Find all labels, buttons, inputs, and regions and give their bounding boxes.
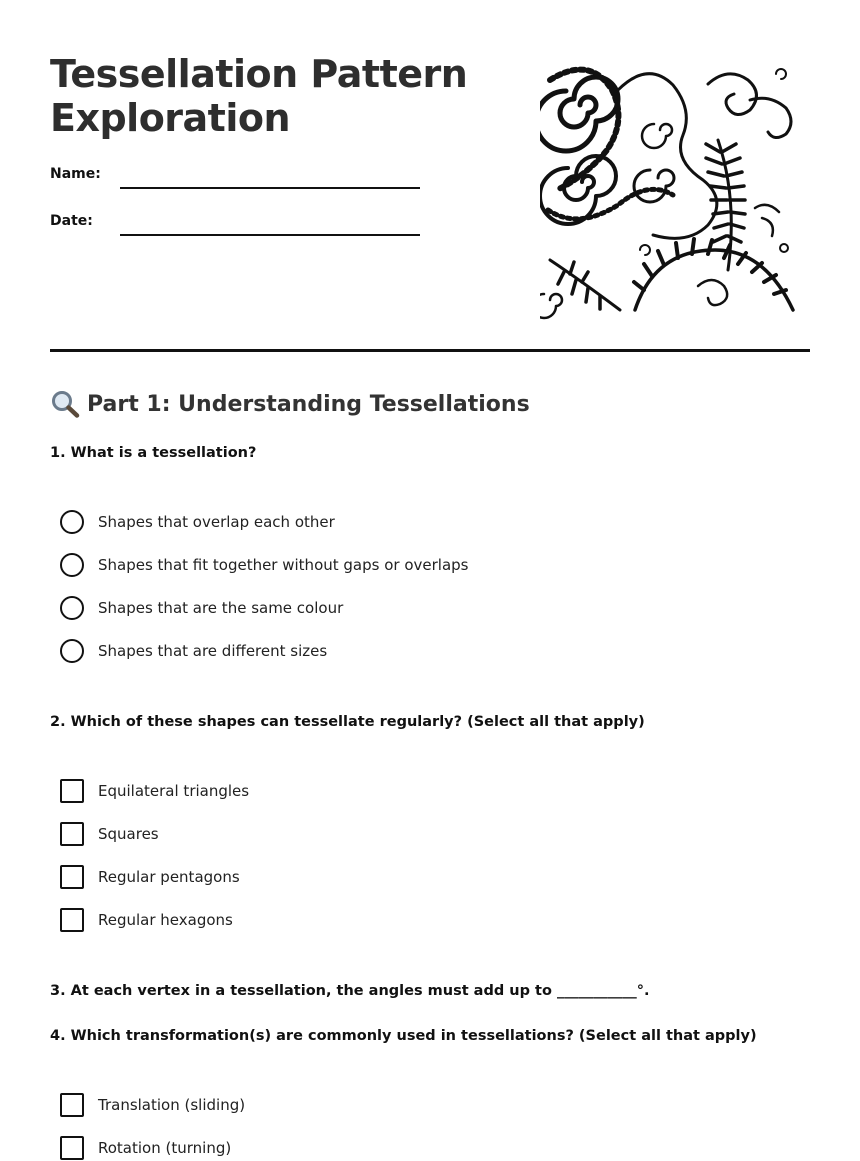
- header-divider: [50, 349, 810, 352]
- date-label: Date:: [50, 213, 93, 229]
- option-label: Shapes that are different sizes: [98, 642, 328, 660]
- part1-heading: [50, 390, 530, 418]
- checkbox[interactable]: [60, 908, 84, 932]
- question-1: 1. What is a tessellation?: [50, 445, 257, 461]
- checkbox[interactable]: [60, 865, 84, 889]
- name-label: Name:: [50, 166, 101, 182]
- option-label: Translation (sliding): [98, 1096, 246, 1114]
- q4-option-1[interactable]: [60, 1093, 245, 1117]
- radio-button[interactable]: [60, 639, 84, 663]
- magnifying-glass-icon: [50, 390, 80, 418]
- checkbox[interactable]: [60, 822, 84, 846]
- part1-heading-text: Part 1: Understanding Tessellations: [87, 391, 530, 417]
- option-label: Regular hexagons: [98, 911, 233, 929]
- question-4: 4. Which transformation(s) are commonly used in tessellations? (Select all that apply): [50, 1028, 757, 1044]
- option-label: Shapes that overlap each other: [98, 513, 335, 531]
- radio-button[interactable]: [60, 510, 84, 534]
- radio-button[interactable]: [60, 596, 84, 620]
- q1-option-2[interactable]: [60, 553, 468, 577]
- q2-option-2[interactable]: [60, 822, 159, 846]
- name-field[interactable]: [120, 187, 420, 189]
- q1-option-4[interactable]: [60, 639, 327, 663]
- q4-option-2[interactable]: [60, 1136, 231, 1160]
- option-label: Regular pentagons: [98, 868, 240, 886]
- radio-button[interactable]: [60, 553, 84, 577]
- fern-swirl-illustration: [540, 60, 798, 322]
- question-3: 3. At each vertex in a tessellation, the angles must add up to ___________°.: [50, 983, 650, 999]
- worksheet-title: [50, 52, 467, 140]
- title-line-2: Exploration: [50, 96, 291, 140]
- q1-option-1[interactable]: [60, 510, 335, 534]
- checkbox[interactable]: [60, 1136, 84, 1160]
- q2-option-1[interactable]: [60, 779, 249, 803]
- date-field[interactable]: [120, 234, 420, 236]
- q1-option-3[interactable]: [60, 596, 343, 620]
- option-label: Squares: [98, 825, 159, 843]
- option-label: Equilateral triangles: [98, 782, 250, 800]
- checkbox[interactable]: [60, 1093, 84, 1117]
- q2-option-3[interactable]: [60, 865, 240, 889]
- option-label: Shapes that are the same colour: [98, 599, 344, 617]
- option-label: Shapes that fit together without gaps or overlaps: [98, 556, 469, 574]
- q2-option-4[interactable]: [60, 908, 233, 932]
- question-2: 2. Which of these shapes can tessellate regularly? (Select all that apply): [50, 714, 645, 730]
- title-line-1: Tessellation Pattern: [50, 52, 468, 96]
- checkbox[interactable]: [60, 779, 84, 803]
- option-label: Rotation (turning): [98, 1139, 232, 1157]
